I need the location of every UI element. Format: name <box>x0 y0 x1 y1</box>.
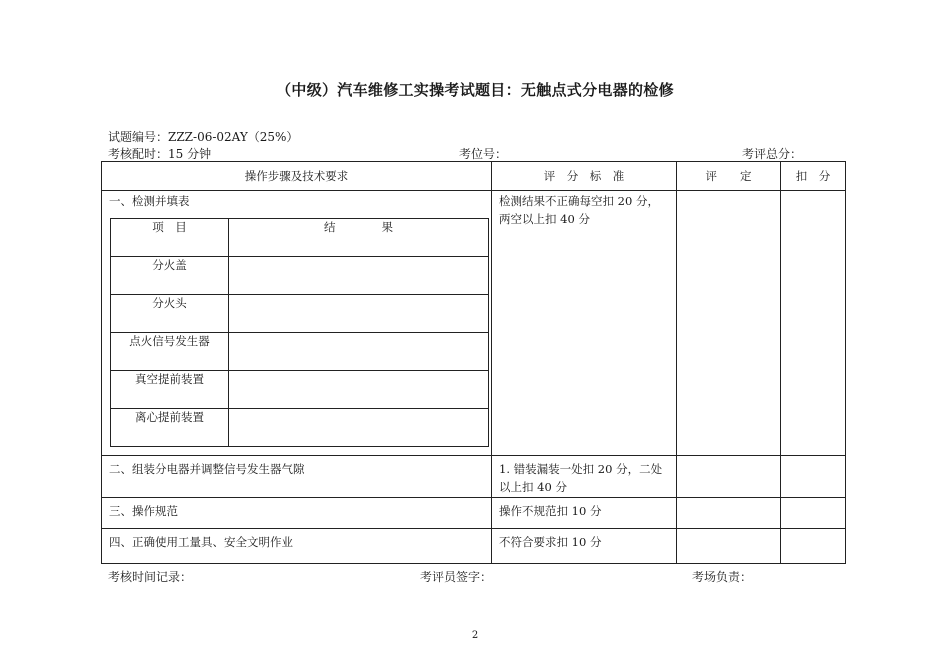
criteria-cell <box>492 456 677 498</box>
question-code: 试题编号：ZZZ-06-02AY（25%） <box>108 130 299 144</box>
criteria-cell <box>492 191 677 456</box>
table-row <box>102 191 846 456</box>
page-number: 2 <box>471 630 479 641</box>
examiner-signature-label: 考评员签字： <box>420 570 493 584</box>
table-header-row <box>102 162 846 191</box>
total-score-label: 考评总分： <box>742 147 803 161</box>
table-row <box>111 257 489 295</box>
inspection-table <box>110 218 489 447</box>
step-cell <box>102 498 492 529</box>
inspection-item: 分火盖 <box>111 257 229 295</box>
deduction-cell[interactable] <box>781 191 846 456</box>
document-title: （中级）汽车维修工实操考试题目：无触点式分电器的检修 <box>276 81 674 99</box>
result-header-text: 结 果 <box>324 220 393 234</box>
step-cell <box>102 456 492 498</box>
inspection-item: 离心提前装置 <box>111 409 229 447</box>
deduction-cell[interactable] <box>781 529 846 564</box>
inspection-header-item <box>111 219 229 257</box>
item-header-text: 项 目 <box>152 220 187 234</box>
result-field[interactable] <box>229 333 489 371</box>
result-field[interactable] <box>229 371 489 409</box>
criteria-text: 不符合要求扣 10 分 <box>499 535 602 549</box>
table-row <box>102 529 846 564</box>
evaluation-cell[interactable] <box>677 529 781 564</box>
step-label: 三、操作规范 <box>109 504 178 518</box>
step-label: 二、组装分电器并调整信号发生器气隙 <box>109 462 305 476</box>
criteria-text: 检测结果不正确每空扣 20 分，两空以上扣 40 分 <box>499 194 659 226</box>
header-deduction: 扣 分 <box>781 162 846 191</box>
step-label: 四、正确使用工量具、安全文明作业 <box>109 535 293 549</box>
table-row <box>102 456 846 498</box>
time-record-label: 考核时间记录： <box>108 570 193 584</box>
time-allotted: 考核配时：15 分钟 <box>108 147 212 161</box>
step-cell <box>102 529 492 564</box>
evaluation-cell[interactable] <box>677 456 781 498</box>
inspection-item: 点火信号发生器 <box>111 333 229 371</box>
inspection-item: 分火头 <box>111 295 229 333</box>
table-row <box>111 333 489 371</box>
deduction-cell[interactable] <box>781 498 846 529</box>
table-row <box>111 295 489 333</box>
site-supervisor-label: 考场负责： <box>692 570 753 584</box>
step-cell <box>102 191 492 456</box>
criteria-text: 1. 错装漏装一处扣 20 分，二处以上扣 40 分 <box>499 462 663 494</box>
criteria-cell <box>492 498 677 529</box>
criteria-text: 操作不规范扣 10 分 <box>499 504 602 518</box>
table-row <box>111 409 489 447</box>
result-field[interactable] <box>229 257 489 295</box>
result-field[interactable] <box>229 295 489 333</box>
step-label: 一、检测并填表 <box>109 194 190 208</box>
header-criteria: 评 分 标 准 <box>492 162 677 191</box>
evaluation-cell[interactable] <box>677 498 781 529</box>
table-row <box>111 371 489 409</box>
deduction-cell[interactable] <box>781 456 846 498</box>
seat-number-label: 考位号： <box>459 147 508 161</box>
inspection-header-result <box>229 219 489 257</box>
inspection-item: 真空提前装置 <box>111 371 229 409</box>
scoring-table <box>101 161 846 564</box>
result-field[interactable] <box>229 409 489 447</box>
header-steps: 操作步骤及技术要求 <box>102 162 492 191</box>
evaluation-cell[interactable] <box>677 191 781 456</box>
table-row <box>102 498 846 529</box>
header-evaluation: 评 定 <box>677 162 781 191</box>
criteria-cell <box>492 529 677 564</box>
inspection-header-row <box>111 219 489 257</box>
